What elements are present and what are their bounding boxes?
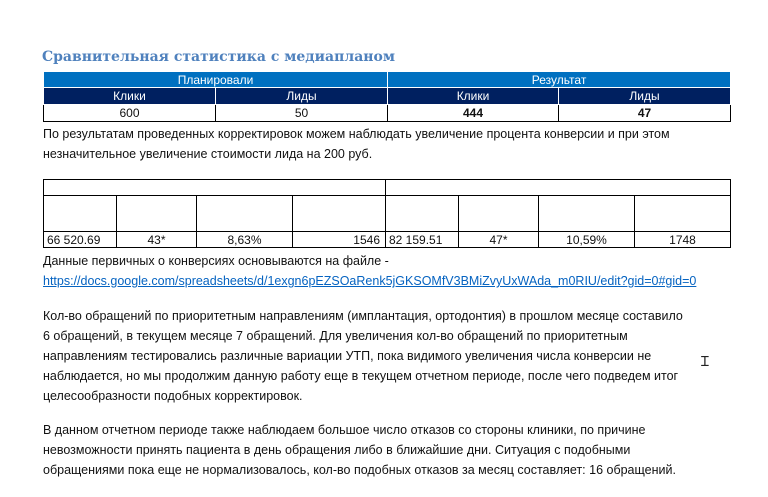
value-clicks-planned: 600 xyxy=(44,105,216,122)
text-line: обращениями пока еще не нормализовалось, кол-во подобных отказов за месяц составляет: 16 обращений. xyxy=(43,463,676,477)
empty-cell xyxy=(539,196,635,232)
section-heading: Сравнительная статистика с медиапланом xyxy=(42,49,396,65)
spreadsheet-link[interactable]: https://docs.google.com/spreadsheets/d/1exgn6pEZSOaRenk5jGKSOMfV3BMiZvyUxWAda_m0RIU/edit?gid=0#gid=0 xyxy=(43,274,697,288)
text-line: 6 обращений, в текущем месяце 7 обращений. Для увеличения кол-во обращений по приоритетным xyxy=(43,329,628,343)
empty-cell xyxy=(293,196,386,232)
subheader-clicks-planned: Клики xyxy=(44,88,216,105)
value-leads-planned: 50 xyxy=(216,105,388,122)
empty-cell xyxy=(117,196,197,232)
empty-cell xyxy=(635,196,731,232)
header-result: Результат xyxy=(388,72,731,88)
value-leads-result: 47 xyxy=(559,105,731,122)
stat-conversion-2: 10,59% xyxy=(539,232,635,248)
stat-leads-2: 47* xyxy=(459,232,539,248)
paragraph-clinic-refusals xyxy=(43,420,743,480)
value-clicks-result: 444 xyxy=(388,105,559,122)
text-line: Кол-во обращений по приоритетным направлениям (имплантация, ортодонтия) в прошлом месяце составило xyxy=(43,309,683,323)
table-row xyxy=(44,180,731,196)
empty-cell xyxy=(44,180,386,196)
subheader-clicks-result: Клики xyxy=(388,88,559,105)
table-row xyxy=(44,196,731,232)
text-line: По результатам проведенных корректировок можем наблюдать увеличение процента конверсии и при этом xyxy=(43,127,670,141)
stat-lead-cost-1: 1546 xyxy=(293,232,386,248)
subheader-leads-planned: Лиды xyxy=(216,88,388,105)
text-line: целесообразности подобных корректировок. xyxy=(43,389,303,403)
subheader-leads-result: Лиды xyxy=(559,88,731,105)
source-note-text: Данные первичных о конверсиях основываются на файле - xyxy=(43,254,389,268)
empty-cell xyxy=(197,196,293,232)
mediaplan-comparison-table xyxy=(43,71,731,122)
empty-cell xyxy=(44,196,117,232)
text-line: невозможности принять пациента в день обращения либо в ближайшие дни. Ситуация с подобными xyxy=(43,443,631,457)
stats-table xyxy=(43,179,731,248)
table-subheader-row xyxy=(44,88,731,105)
stat-leads-1: 43* xyxy=(117,232,197,248)
table-header-row xyxy=(44,72,731,88)
stat-cost-2: 82 159.51 xyxy=(386,232,459,248)
text-line: направлениям тестировались различные вариации УТП, пока видимого увеличения числа конверсии не xyxy=(43,349,652,363)
stat-lead-cost-2: 1748 xyxy=(635,232,731,248)
text-line: наблюдается, но мы продолжим данную работу еще в текущем отчетном периоде, после чего подведем итог xyxy=(43,369,679,383)
i-beam-cursor-icon: Ɪ xyxy=(701,354,709,370)
paragraph-conversion-summary xyxy=(43,124,743,164)
header-planned: Планировали xyxy=(44,72,388,88)
table-row xyxy=(44,105,731,122)
table-row xyxy=(44,232,731,248)
empty-cell xyxy=(459,196,539,232)
text-line: незначительное увеличение стоимости лида на 200 руб. xyxy=(43,147,373,161)
source-note xyxy=(43,251,743,291)
paragraph-priority-directions xyxy=(43,306,743,406)
text-line: В данном отчетном периоде также наблюдаем большое число отказов со стороны клиники, по причине xyxy=(43,423,646,437)
stat-cost-1: 66 520.69 xyxy=(44,232,117,248)
stat-conversion-1: 8,63% xyxy=(197,232,293,248)
empty-cell xyxy=(386,180,731,196)
empty-cell xyxy=(386,196,459,232)
